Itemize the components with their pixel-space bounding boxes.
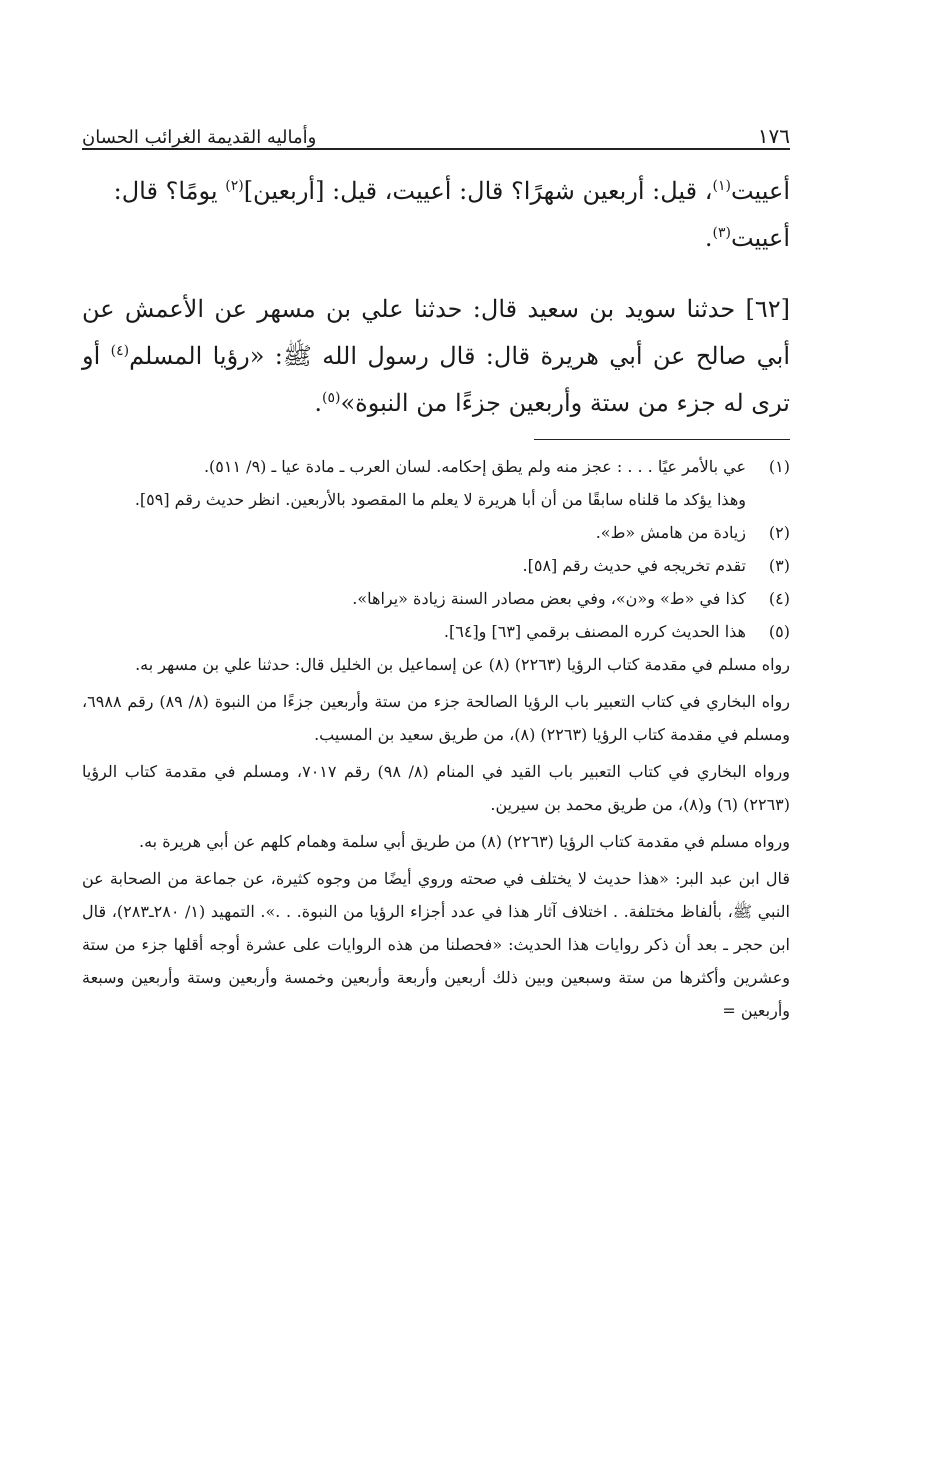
footnote-ref-3[interactable]: (٣)	[712, 225, 731, 241]
text-run: ، قيل: أربعين شهرًا؟ قال: أعييت، قيل: [أربعين]	[243, 177, 713, 205]
footnote-5-paragraph: رواه البخاري في كتاب التعبير باب الرؤيا الصالحة جزء من ستة وأربعين جزءًا من النبوة (٨/ ٨٩) رقم ٦٩٨٨، ومسلم في مقدمة كتاب الرؤيا (٢٢٦٣) (٨)، من طريق سعيد بن المسيب.	[82, 692, 791, 744]
footnote-3	[82, 549, 790, 582]
footnote-text: زيادة من هامش «ط».	[595, 523, 746, 542]
footnote-5-paragraph: رواه مسلم في مقدمة كتاب الرؤيا (٢٢٦٣) (٨) عن إسماعيل بن الخليل قال: حدثنا علي بن مسهر به.	[135, 655, 790, 674]
footnote-ref-2[interactable]: (٢)	[225, 178, 244, 194]
footnote-number: (١)	[768, 457, 790, 476]
footnote-ref-5[interactable]: (٥)	[322, 390, 341, 406]
text-run: .	[314, 389, 322, 417]
paragraph-62	[82, 286, 790, 427]
text-run: يومًا؟ قال:	[113, 177, 226, 205]
footnote-1-continuation: وهذا يؤكد ما قلناه سابقًا من أن أبا هريرة لا يعلم ما المقصود بالأربعين. انظر حديث رقم [٥٩].	[134, 490, 746, 509]
paragraph-gap	[82, 262, 790, 286]
footnote-text: هذا الحديث كرره المصنف برقمي [٦٣] و[٦٤].	[443, 622, 746, 641]
running-title: وأماليه القديمة الغرائب الحسان	[82, 127, 317, 148]
footnote-5-paragraph: قال ابن عبد البر: «هذا حديث لا يختلف في صحته وروي أيضًا من وجوه كثيرة، عن جماعة من الصحابة عن النبي ﷺ، بألفاظ مختلفة. . اختلاف آثار هذا في عدد أجزاء الرؤيا من النبوة. . .». التمهيد (١/ ٢٨٠ـ٢٨٣)، قال ابن حجر ـ بعد أن ذكر روايات هذا الحديث: «فحصلنا من هذه الروايات على عشرة أوجه أقلها جزء من ستة وعشرين وأكثرها من ستة وسبعين وبين ذلك أربعين وأربعة وأربعين وخمسة وأربعين وستة وأربعين وسبعة وأربعين =	[82, 869, 791, 1020]
footnote-ref-1[interactable]: (١)	[712, 178, 731, 194]
book-page	[82, 112, 790, 1031]
text-run: أعييت	[730, 177, 790, 205]
footnote-2	[82, 516, 790, 549]
text-run: [٦٢] حدثنا سويد بن سعيد قال: حدثنا علي بن مسهر عن الأعمش عن أبي صالح عن أبي هريرة قال: قال رسول الله ﷺ: «رؤيا المسلم	[82, 295, 791, 370]
footnote-5-paragraph: ورواه مسلم في مقدمة كتاب الرؤيا (٢٢٦٣) (٨) من طريق أبي سلمة وهمام كلهم عن أبي هريرة به.	[138, 832, 790, 851]
footnote-5-paragraph: ورواه البخاري في كتاب التعبير باب القيد في المنام (٨/ ٩٨) رقم ٧٠١٧، ومسلم في مقدمة كتاب الرؤيا (٢٢٦٣) (٦) و(٨)، من طريق محمد بن سيرين.	[82, 762, 791, 814]
footnote-separator	[534, 439, 790, 440]
footnote-text: تقدم تخريجه في حديث رقم [٥٨].	[522, 556, 746, 575]
footnotes	[82, 450, 790, 1027]
paragraph-1	[82, 168, 790, 262]
page-header	[82, 112, 790, 150]
text-run: أو ترى له جزء من ستة وأربعين جزءًا من النبوة»	[82, 342, 790, 417]
text-run: أعييت	[730, 224, 790, 252]
page-number: ١٧٦	[757, 124, 790, 148]
footnote-1	[82, 450, 790, 483]
footnote-4	[82, 582, 790, 615]
footnote-number: (٢)	[768, 523, 790, 542]
footnote-5	[82, 615, 790, 648]
footnote-ref-4[interactable]: (٤)	[110, 343, 130, 359]
main-text	[82, 168, 790, 427]
footnote-number: (٤)	[768, 589, 790, 608]
footnote-text: عي بالأمر عيًا . . . : عجز منه ولم يطق إحكامه. لسان العرب ـ مادة عيا ـ (٩/ ٥١١).	[203, 457, 746, 476]
text-run: .	[704, 224, 713, 252]
footnote-5-body	[82, 648, 790, 1027]
footnote-number: (٣)	[768, 556, 790, 575]
footnote-text: كذا في «ط» و«ن»، وفي بعض مصادر السنة زيادة «يراها».	[352, 589, 746, 608]
footnote-number: (٥)	[768, 622, 790, 641]
